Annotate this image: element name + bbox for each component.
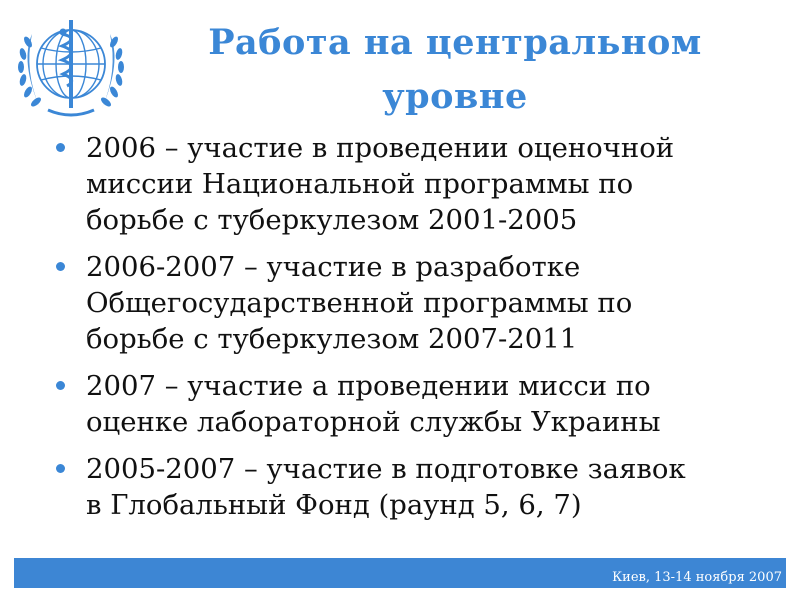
bullet-text-line: 2005-2007 – участие в подготовке заявок	[86, 453, 686, 485]
bullet-item	[54, 451, 764, 523]
bullet-text-line: 2007 – участие а проведении мисси по	[86, 370, 651, 402]
bullet-text-line: борьбе с туберкулезом 2007-2011	[86, 323, 578, 355]
bullet-text-line: в Глобальный Фонд (раунд 5, 6, 7)	[86, 489, 582, 521]
bullet-text-line: 2006 – участие в проведении оценочной	[86, 132, 675, 164]
bullet-list	[54, 130, 764, 534]
bullet-text-line: миссии Национальной программы по	[86, 168, 634, 200]
bullet-dot-icon	[56, 381, 65, 390]
bullet-text-line: 2006-2007 – участие в разработке	[86, 251, 581, 283]
bullet-item	[54, 249, 764, 357]
bullet-dot-icon	[56, 143, 65, 152]
slide-title	[140, 16, 770, 124]
title-line-2: уровне	[382, 76, 528, 117]
bullet-dot-icon	[56, 262, 65, 271]
bullet-text-line: оценке лабораторной службы Украины	[86, 406, 661, 438]
bullet-text-line: Общегосударственной программы по	[86, 287, 633, 319]
who-emblem-icon	[10, 12, 132, 124]
bullet-dot-icon	[56, 464, 65, 473]
footer-text: Киев, 13-14 ноября 2007	[612, 570, 782, 585]
bullet-item	[54, 368, 764, 440]
bullet-item	[54, 130, 764, 238]
title-line-1: Работа на центральном	[208, 22, 702, 63]
bullet-text-line: борьбе с туберкулезом 2001-2005	[86, 204, 578, 236]
